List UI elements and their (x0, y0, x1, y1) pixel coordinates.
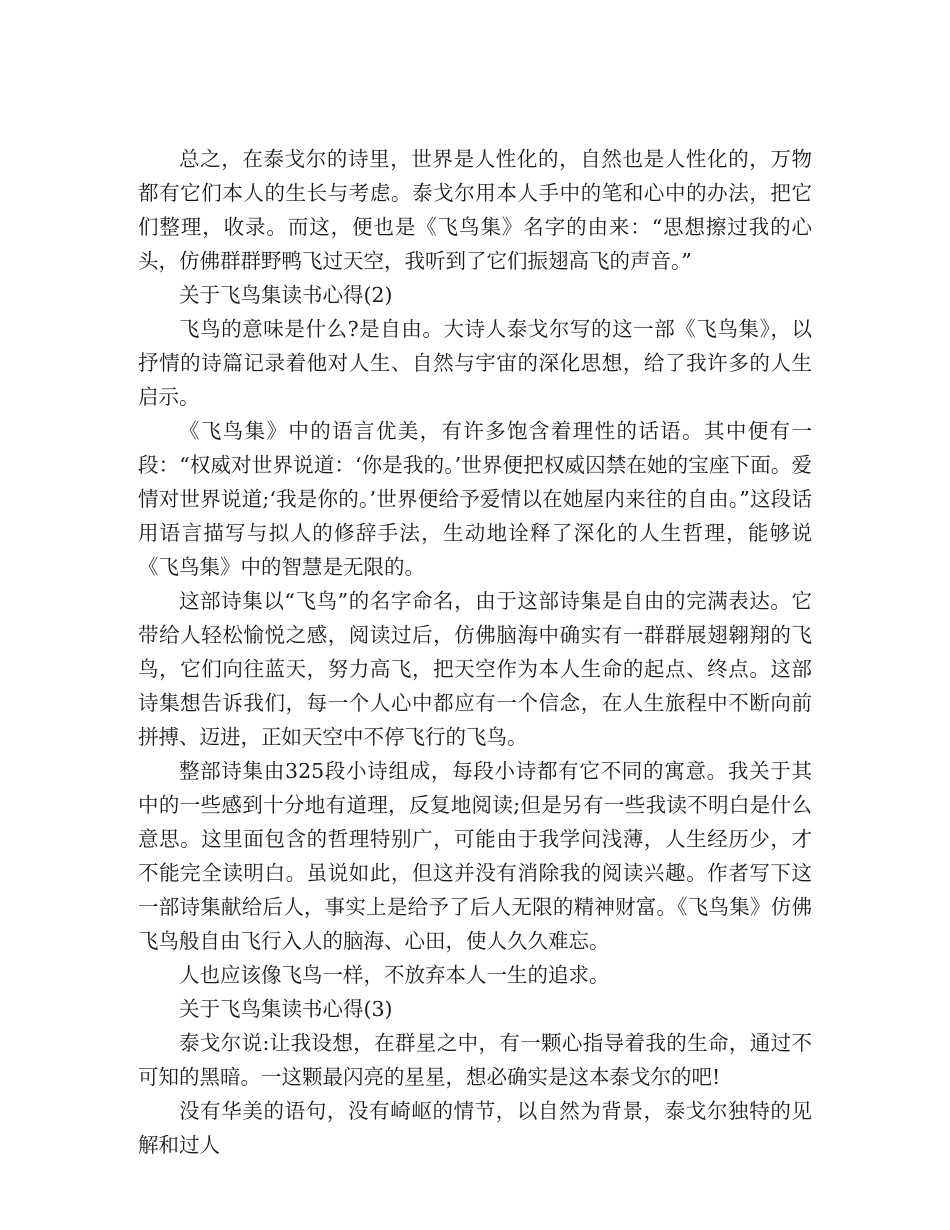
paragraph: 飞鸟的意味是什么?是自由。大诗人泰戈尔写的这一部《飞鸟集》，以抒情的诗篇记录着他对人生、自然与宇宙的深化思想，给了我许多的人生启示。 (138, 317, 812, 409)
paragraph: 总之，在泰戈尔的诗里，世界是人性化的，自然也是人性化的，万物都有它们本人的生长与考虑。泰戈尔用本人手中的笔和心中的办法，把它们整理，收录。而这，便也是《飞鸟集》名字的由来：“思想擦过我的心头，仿佛群群野鸭飞过天空，我听到了它们振翅高飞的声音。” (138, 147, 812, 273)
paragraph: 《飞鸟集》中的语言优美，有许多饱含着理性的话语。其中便有一段：“权威对世界说道：‘你是我的。’世界便把权威囚禁在她的宝座下面。爱情对世界说道;‘我是你的。’世界便给予爱情以在她屋内来往的自由。”这段话用语言描写与拟人的修辞手法，生动地诠释了深化的人生哲理，能够说《飞鸟集》中的智慧是无限的。 (138, 419, 812, 579)
section-heading: 关于飞鸟集读书心得(3) (179, 997, 393, 1021)
paragraph: 人也应该像飞鸟一样，不放弃本人一生的追求。 (179, 963, 610, 987)
paragraph: 泰戈尔说:让我设想，在群星之中，有一颗心指导着我的生命，通过不可知的黑暗。一这颗最闪亮的星星，想必确实是这本泰戈尔的吧! (138, 1031, 812, 1089)
section-heading: 关于飞鸟集读书心得(2) (179, 283, 393, 307)
document-body (138, 142, 812, 1162)
paragraph: 这部诗集以“飞鸟”的名字命名，由于这部诗集是自由的完满表达。它带给人轻松愉悦之感，阅读过后，仿佛脑海中确实有一群群展翅翱翔的飞鸟，它们向往蓝天，努力高飞，把天空作为本人生命的起点、终点。这部诗集想告诉我们，每一个人心中都应有一个信念，在人生旅程中不断向前拼搏、迈进，正如天空中不停飞行的飞鸟。 (138, 589, 812, 749)
paragraph: 整部诗集由325段小诗组成，每段小诗都有它不同的寓意。我关于其中的一些感到十分地有道理，反复地阅读;但是另有一些我读不明白是什么意思。这里面包含的哲理特别广，可能由于我学问浅薄，人生经历少，才不能完全读明白。虽说如此，但这并没有消除我的阅读兴趣。作者写下这一部诗集献给后人，事实上是给予了后人无限的精神财富。《飞鸟集》仿佛飞鸟般自由飞行入人的脑海、心田，使人久久难忘。 (138, 759, 812, 953)
paragraph: 没有华美的语句，没有崎岖的情节，以自然为背景，泰戈尔独特的见解和过人 (138, 1099, 812, 1157)
